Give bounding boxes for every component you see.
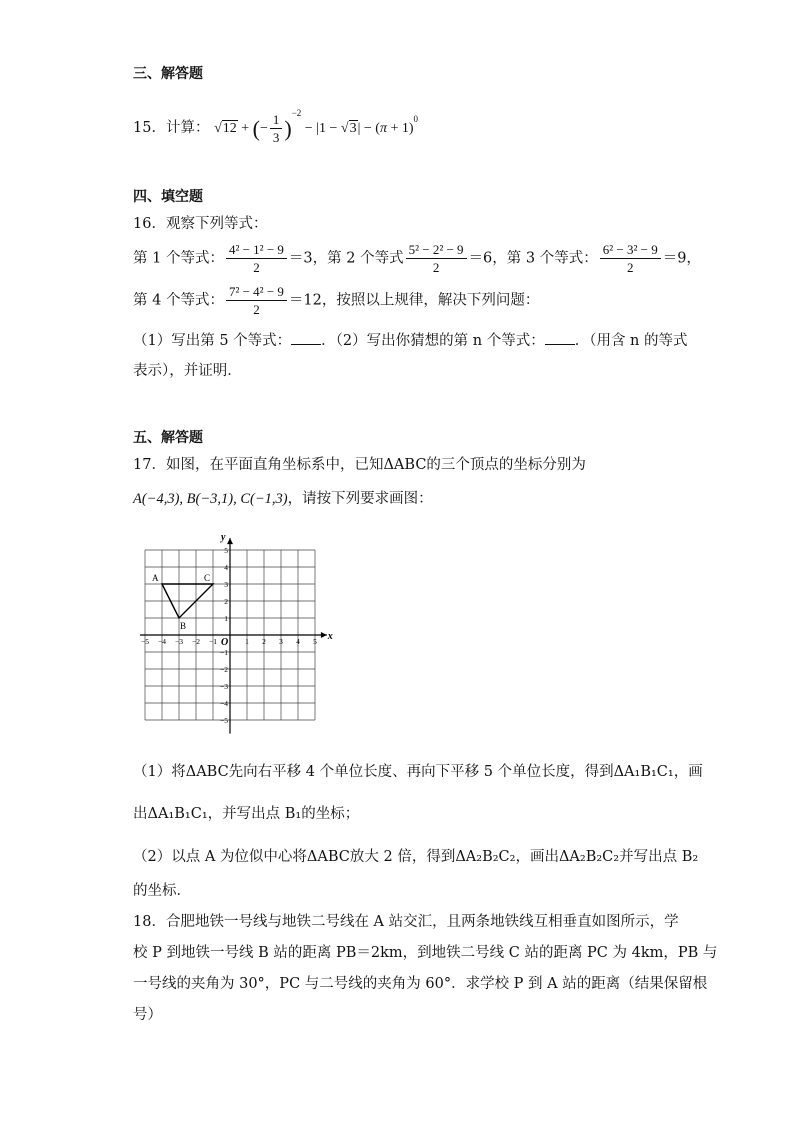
- q16-part2: 表示），并证明．: [133, 363, 242, 379]
- eq3-denominator: 2: [626, 260, 634, 275]
- eq2-rest: ＝6，第 3 个等式：: [468, 250, 598, 267]
- y-tick-label: −2: [220, 665, 228, 674]
- y-tick-label: −3: [220, 682, 228, 691]
- x-axis-arrow: [321, 632, 327, 638]
- vertex-label-b: B: [180, 621, 187, 631]
- y-tick-label: −5: [220, 716, 228, 725]
- origin-label: O: [221, 637, 229, 648]
- x-tick-label: 3: [279, 637, 283, 646]
- vertex-label-c: C: [204, 573, 211, 583]
- q17-coordinates: A(−4,3), B(−3,1), C(−1,3): [133, 491, 288, 507]
- q17-line2-rest: ，请按下列要求画图：: [287, 491, 433, 507]
- triangle-abc: [152, 573, 213, 631]
- eq4-prefix: 第 4 个等式：: [133, 292, 224, 309]
- x-tick-label: 5: [313, 637, 317, 646]
- answer-blank-1[interactable]: [291, 332, 321, 345]
- coordinate-grid-figure: [140, 530, 340, 740]
- y-tick-label: 3: [224, 580, 228, 589]
- eq3-numerator: 6² − 3² − 9: [600, 241, 661, 259]
- q15-expression: √12 + (− $\frac{1}{3}$ )$^{-2} - |1 - √3| - (\pi + 1)^0$: [214, 108, 419, 146]
- axes: [140, 532, 333, 734]
- x-tick-label: −4: [158, 637, 166, 646]
- q18-line4: 号）: [133, 1007, 162, 1023]
- q16-part1-b: ．（2）写出你猜想的第 n 个等式：: [321, 333, 545, 349]
- x-tick-label: 2: [262, 637, 266, 646]
- section-4-title: 四、填空题: [133, 189, 203, 205]
- eq1-numerator: 4² − 1² − 9: [226, 241, 287, 259]
- y-tick-label: 2: [224, 597, 228, 606]
- q17-sub2-line2: 的坐标．: [133, 883, 191, 899]
- answer-blank-2[interactable]: [545, 332, 575, 345]
- x-tick-label: 4: [296, 637, 300, 646]
- question-15: [133, 100, 419, 146]
- x-tick-label: −3: [175, 637, 183, 646]
- x-axis-label: x: [327, 631, 333, 642]
- y-tick-label: 1: [224, 614, 228, 623]
- q16-part1: [133, 329, 688, 350]
- q17-sub1-line2: 出ΔA₁B₁C₁，并写出点 B₁的坐标；: [133, 806, 360, 822]
- q18-line1: 18．合肥地铁一号线与地铁二号线在 A 站交汇，且两条地铁线互相垂直如图所示，学: [133, 914, 679, 930]
- q16-equations-line2: [133, 283, 539, 318]
- q17-line1: 17．如图，在平面直角坐标系中，已知ΔABC的三个顶点的坐标分别为: [133, 457, 586, 473]
- y-tick-label: 5: [224, 546, 228, 555]
- eq1-denominator: 2: [253, 260, 260, 275]
- eq1-prefix: 第 1 个等式：: [133, 250, 224, 267]
- vertex-label-a: A: [152, 573, 159, 583]
- x-tick-label: −1: [209, 637, 217, 646]
- q17-sub2-line1: （2）以点 A 为位似中心将ΔABC放大 2 倍，得到ΔA₂B₂C₂，画出ΔA₂B₂C₂并写出点 B₂: [133, 849, 699, 865]
- eq3-rest: ＝9，: [662, 250, 701, 267]
- y-axis-arrow: [227, 538, 233, 544]
- eq2-denominator: 2: [432, 260, 440, 275]
- eq4-rest: ＝12，按照以上规律，解决下列问题：: [288, 292, 540, 309]
- section-3-title: 三、解答题: [133, 66, 203, 82]
- q17-sub1-line1: （1）将ΔABC先向右平移 4 个单位长度、再向下平移 5 个单位长度，得到ΔA₁B₁C₁，画: [133, 764, 703, 780]
- section-5-title: 五、解答题: [133, 430, 203, 446]
- y-tick-label: −1: [220, 648, 228, 657]
- q18-line3: 一号线的夹角为 30°，PC 与二号线的夹角为 60°．求学校 P 到 A 站的距离（结果保留根: [133, 976, 708, 992]
- x-tick-label: −5: [141, 637, 149, 646]
- eq2-numerator: 5² − 2² − 9: [406, 241, 467, 259]
- y-tick-label: −4: [220, 699, 228, 708]
- q17-line2: [133, 487, 433, 508]
- eq4-numerator: 7² − 4² − 9: [226, 283, 287, 301]
- x-tick-label: 1: [245, 637, 249, 646]
- q16-intro: 16．观察下列等式：: [133, 216, 268, 232]
- y-axis-label: y: [221, 532, 226, 544]
- q18-line2: 校 P 到地铁一号线 B 站的距离 PB＝2km，到地铁二号线 C 站的距离 PC 为 4km，PB 与: [133, 945, 718, 961]
- y-tick-label: 4: [224, 563, 228, 572]
- q16-part1-a: （1）写出第 5 个等式：: [133, 333, 292, 349]
- q16-part1-c: ．（用含 n 的等式: [574, 333, 688, 349]
- eq4-denominator: 2: [253, 302, 260, 317]
- q15-label: 15．计算：: [133, 120, 210, 136]
- eq1-rest: ＝3，第 2 个等式: [288, 250, 404, 267]
- q16-equations-line1: [133, 241, 701, 276]
- x-tick-label: −2: [192, 637, 200, 646]
